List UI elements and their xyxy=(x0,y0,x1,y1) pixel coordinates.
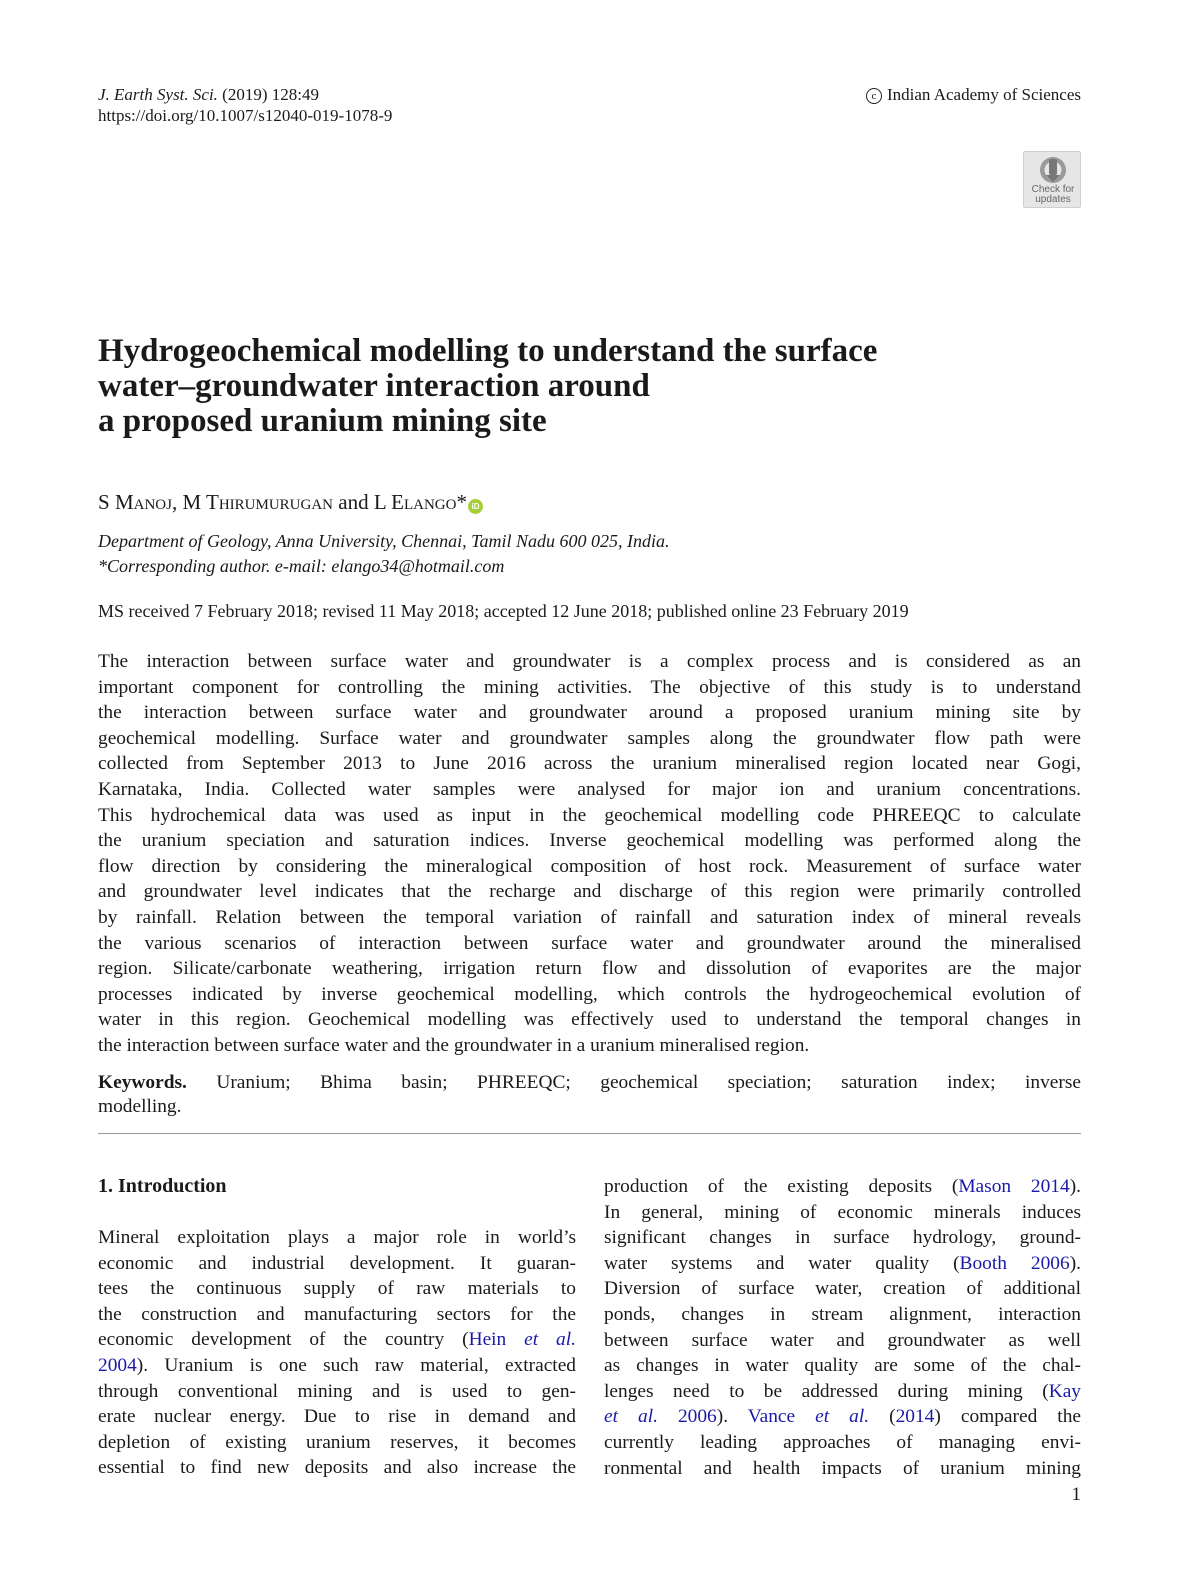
title-line: water–groundwater interaction around xyxy=(98,368,650,404)
body-line: between surface water and groundwater as well xyxy=(604,1329,1081,1351)
section-divider xyxy=(98,1133,1081,1134)
body-line: economic and industrial development. It guaran- xyxy=(98,1252,576,1274)
affiliation xyxy=(98,529,669,579)
author-list xyxy=(98,490,483,514)
body-line: depletion of existing uranium reserves, it becomes xyxy=(98,1431,576,1453)
body-line: Diversion of surface water, creation of additional xyxy=(604,1278,1081,1300)
copyright-icon: c xyxy=(866,88,882,104)
author-manoj[interactable] xyxy=(98,490,172,514)
body-line: significant changes in surface hydrology, ground- xyxy=(604,1227,1081,1249)
body-line: tees the continuous supply of raw materials to xyxy=(98,1278,576,1300)
abstract-line: region. Silicate/carbonate weathering, irrigation return flow and dissolution of evaporites are the major xyxy=(98,958,1081,980)
body-line: through conventional mining and is used to gen- xyxy=(98,1380,576,1402)
author-separator: and xyxy=(333,490,374,514)
title-line: Hydrogeochemical modelling to understand the surface xyxy=(98,333,878,369)
citation-vance-2014-year[interactable]: 2014 xyxy=(895,1406,935,1428)
journal-citation xyxy=(98,84,392,105)
citation-hein-2004-year[interactable]: 2004 xyxy=(98,1354,137,1376)
citation-vance-2014[interactable] xyxy=(748,1406,869,1427)
body-text: ). Uranium is one such raw material, extracted xyxy=(136,1354,576,1376)
abstract xyxy=(98,649,1081,1059)
badge-line-2: updates xyxy=(1035,194,1071,205)
body-text: ) compared the xyxy=(934,1406,1081,1428)
keywords xyxy=(98,1071,1081,1119)
author-surname-cap: E xyxy=(391,490,404,514)
corresponding-author: *Corresponding author. e-mail: elango34@hotmail.com xyxy=(98,556,505,576)
author-separator: , xyxy=(171,490,183,514)
abstract-line: collected from September 2013 to June 2016 across the uranium mineralised region located near Gogi, xyxy=(98,753,1081,775)
body-text: production of the existing deposits ( xyxy=(604,1176,959,1197)
body-line xyxy=(98,1353,576,1379)
abstract-line: by rainfall. Relation between the temporal variation of rainfall and saturation index of mineral reveals xyxy=(98,906,1081,928)
body-line xyxy=(604,1404,1081,1430)
doi-link[interactable]: https://doi.org/10.1007/s12040-019-1078-9 xyxy=(98,106,393,125)
body-text: ). xyxy=(1069,1176,1081,1197)
body-line: currently leading approaches of managing envi- xyxy=(604,1431,1081,1453)
body-text: water systems and water quality ( xyxy=(604,1252,960,1274)
body-text: economic development of the country ( xyxy=(98,1329,469,1351)
journal-name: J. Earth Syst. Sci. xyxy=(98,85,218,104)
author-initial: L xyxy=(373,490,392,514)
author-surname-cap: T xyxy=(206,490,219,514)
abstract-line: processes indicated by inverse geochemical modelling, which controls the hydrogeochemical evolution of xyxy=(98,983,1081,1005)
section-heading-introduction: 1. Introduction xyxy=(98,1175,227,1197)
citation-year: 2006 xyxy=(657,1406,717,1428)
citation-author: Hein xyxy=(468,1329,525,1351)
keywords-list: Uranium; Bhima basin; PHREEQC; geochemical speciation; saturation index; inverse xyxy=(216,1072,1081,1093)
abstract-line: Karnataka, India. Collected water samples were analysed for major ion and uranium concentrations. xyxy=(98,778,1081,800)
abstract-line: geochemical modelling. Surface water and groundwater samples along the groundwater flow path were xyxy=(98,727,1081,749)
abstract-line: the various scenarios of interaction between surface water and groundwater around the mineralised xyxy=(98,932,1081,954)
author-elango[interactable] xyxy=(374,490,467,514)
department: Department of Geology, Anna University, Chennai, Tamil Nadu 600 025, India. xyxy=(98,531,670,551)
check-for-updates-icon xyxy=(1038,155,1068,185)
body-line: as changes in water quality are some of the chal- xyxy=(604,1355,1081,1377)
body-line: ponds, changes in stream alignment, interaction xyxy=(604,1303,1081,1325)
citation-et-al: et al. xyxy=(524,1329,576,1351)
manuscript-dates: MS received 7 February 2018; revised 11 May 2018; accepted 12 June 2018; published online 23 February 2019 xyxy=(98,601,909,621)
journal-header xyxy=(98,84,392,126)
corresponding-star: * xyxy=(456,490,467,514)
abstract-line: water in this region. Geochemical modelling was effectively used to understand the temporal changes in xyxy=(98,1009,1081,1031)
check-for-updates-label xyxy=(1024,185,1082,205)
keywords-label: Keywords. xyxy=(98,1072,187,1093)
citation-kay-2006[interactable]: Kay xyxy=(1048,1380,1081,1402)
abstract-line: the uranium speciation and saturation indices. Inverse geochemical modelling was performed along the xyxy=(98,830,1081,852)
citation-kay-2006-cont[interactable] xyxy=(604,1406,717,1427)
citation-et-al: et al. xyxy=(815,1406,870,1428)
body-column-left xyxy=(98,1225,576,1481)
check-for-updates-badge[interactable] xyxy=(1023,151,1081,208)
body-line xyxy=(98,1327,576,1353)
orcid-icon[interactable]: iD xyxy=(468,499,483,514)
abstract-line: The interaction between surface water and groundwater is a complex process and is considered as an xyxy=(98,651,1081,672)
body-column-right xyxy=(604,1174,1081,1481)
author-surname-cap: M xyxy=(114,490,134,514)
body-line: erate nuclear energy. Due to rise in demand and xyxy=(98,1406,576,1428)
abstract-line: important component for controlling the mining activities. The objective of this study is to understand xyxy=(98,676,1081,698)
body-text: ). xyxy=(1069,1252,1081,1274)
badge-line-1: Check for xyxy=(1031,184,1075,195)
abstract-line: This hydrochemical data was used as input in the geochemical modelling code PHREEQC to calculate xyxy=(98,804,1081,826)
author-initial: S xyxy=(98,490,115,514)
abstract-line: the interaction between surface water and the groundwater in a uranium mineralised region. xyxy=(98,1034,810,1056)
body-line: essential to find new deposits and also increase the xyxy=(98,1457,576,1479)
body-line: In general, mining of economic minerals induces xyxy=(604,1201,1081,1223)
journal-volume: (2019) 128:49 xyxy=(222,85,319,104)
keywords-line: modelling. xyxy=(98,1096,182,1117)
author-surname-rest: anoj xyxy=(133,490,172,514)
body-text: ). xyxy=(716,1406,748,1428)
body-line: ronmental and health impacts of uranium mining xyxy=(604,1457,1081,1479)
citation-mason-2014[interactable]: Mason 2014 xyxy=(958,1176,1070,1197)
abstract-line: flow direction by considering the mineralogical composition of host rock. Measurement of surface water xyxy=(98,855,1081,877)
abstract-line: the interaction between surface water and groundwater around a proposed uranium mining site by xyxy=(98,702,1081,724)
author-surname-rest: lango xyxy=(403,490,457,514)
author-surname-rest: hirumurugan xyxy=(218,490,334,514)
author-initial: M xyxy=(182,490,207,514)
citation-hein-2004[interactable] xyxy=(469,1329,576,1350)
body-line xyxy=(604,1174,1081,1200)
keywords-line xyxy=(98,1071,1081,1095)
citation-author: Vance xyxy=(747,1406,816,1428)
article-title xyxy=(98,334,1098,439)
body-text: lenges need to be addressed during mining ( xyxy=(604,1380,1049,1402)
abstract-line: and groundwater level indicates that the recharge and discharge of this region were primarily controlled xyxy=(98,881,1081,903)
page-number: 1 xyxy=(1071,1484,1081,1505)
citation-et-al: et al. xyxy=(604,1406,658,1428)
title-line: a proposed uranium mining site xyxy=(98,403,547,439)
body-text: ( xyxy=(869,1406,896,1428)
citation-booth-2006[interactable]: Booth 2006 xyxy=(959,1252,1070,1274)
publisher-header xyxy=(866,84,1081,105)
body-line: the construction and manufacturing sectors for the xyxy=(98,1303,576,1325)
publisher-name: Indian Academy of Sciences xyxy=(886,85,1081,104)
body-line xyxy=(604,1251,1081,1277)
author-thirumurugan[interactable] xyxy=(182,490,333,514)
body-line: Mineral exploitation plays a major role in world’s xyxy=(98,1227,576,1248)
body-line xyxy=(604,1379,1081,1405)
